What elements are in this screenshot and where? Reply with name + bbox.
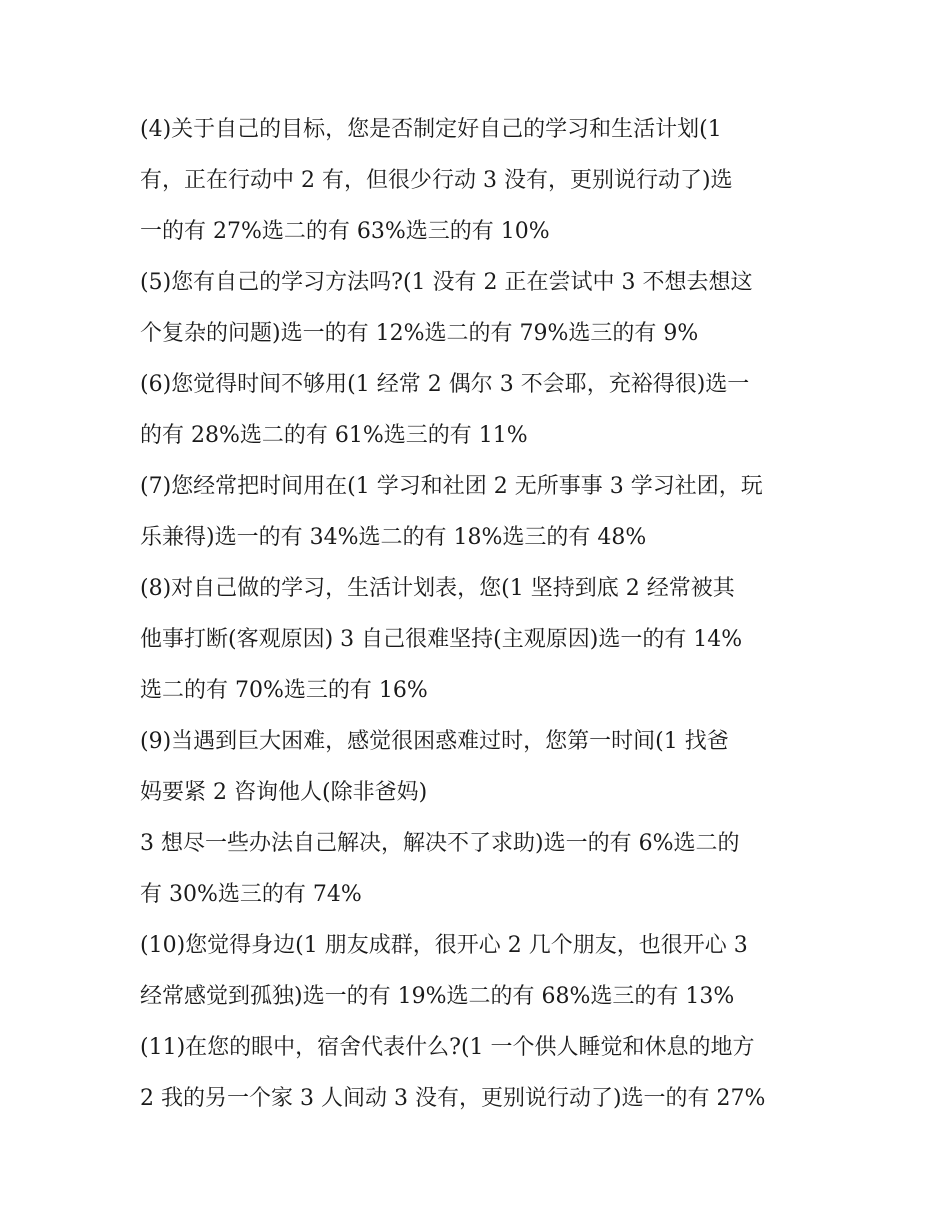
text-line: 2 我的另一个家 3 人间动 3 没有，更别说行动了)选一的有 27% <box>140 1086 766 1111</box>
text-line: 乐兼得)选一的有 34%选二的有 18%选三的有 48% <box>140 525 647 550</box>
text-line: (4)关于自己的目标，您是否制定好自己的学习和生活计划(1 <box>140 117 722 142</box>
text-line: 3 想尽一些办法自己解决，解决不了求助)选一的有 6%选二的 <box>140 831 740 856</box>
text-line: 妈要紧 2 咨询他人(除非爸妈) <box>140 780 428 805</box>
text-line: (11)在您的眼中，宿舍代表什么?(1 一个供人睡觉和休息的地方 <box>140 1035 755 1060</box>
text-line: 经常感觉到孤独)选一的有 19%选二的有 68%选三的有 13% <box>140 984 735 1009</box>
text-line: (6)您觉得时间不够用(1 经常 2 偶尔 3 不会耶，充裕得很)选一 <box>140 372 750 397</box>
text-line: (10)您觉得身边(1 朋友成群，很开心 2 几个朋友，也很开心 3 <box>140 933 748 958</box>
text-line: 选二的有 70%选三的有 16% <box>140 678 428 703</box>
text-line: (7)您经常把时间用在(1 学习和社团 2 无所事事 3 学习社团，玩 <box>140 474 763 499</box>
text-line: (8)对自己做的学习，生活计划表，您(1 坚持到底 2 经常被其 <box>140 576 735 601</box>
text-line: 有 30%选三的有 74% <box>140 882 362 907</box>
text-line: 的有 28%选二的有 61%选三的有 11% <box>140 423 528 448</box>
text-line: 一的有 27%选二的有 63%选三的有 10% <box>140 219 550 244</box>
text-line: 有，正在行动中 2 有，但很少行动 3 没有，更别说行动了)选 <box>140 168 733 193</box>
text-line: (5)您有自己的学习方法吗?(1 没有 2 正在尝试中 3 不想去想这 <box>140 270 753 295</box>
text-line: (9)当遇到巨大困难，感觉很困惑难过时，您第一时间(1 找爸 <box>140 729 729 754</box>
document-body <box>140 104 820 1124</box>
text-line: 个复杂的问题)选一的有 12%选二的有 79%选三的有 9% <box>140 321 699 346</box>
text-line: 他事打断(客观原因) 3 自己很难坚持(主观原因)选一的有 14% <box>140 627 743 652</box>
